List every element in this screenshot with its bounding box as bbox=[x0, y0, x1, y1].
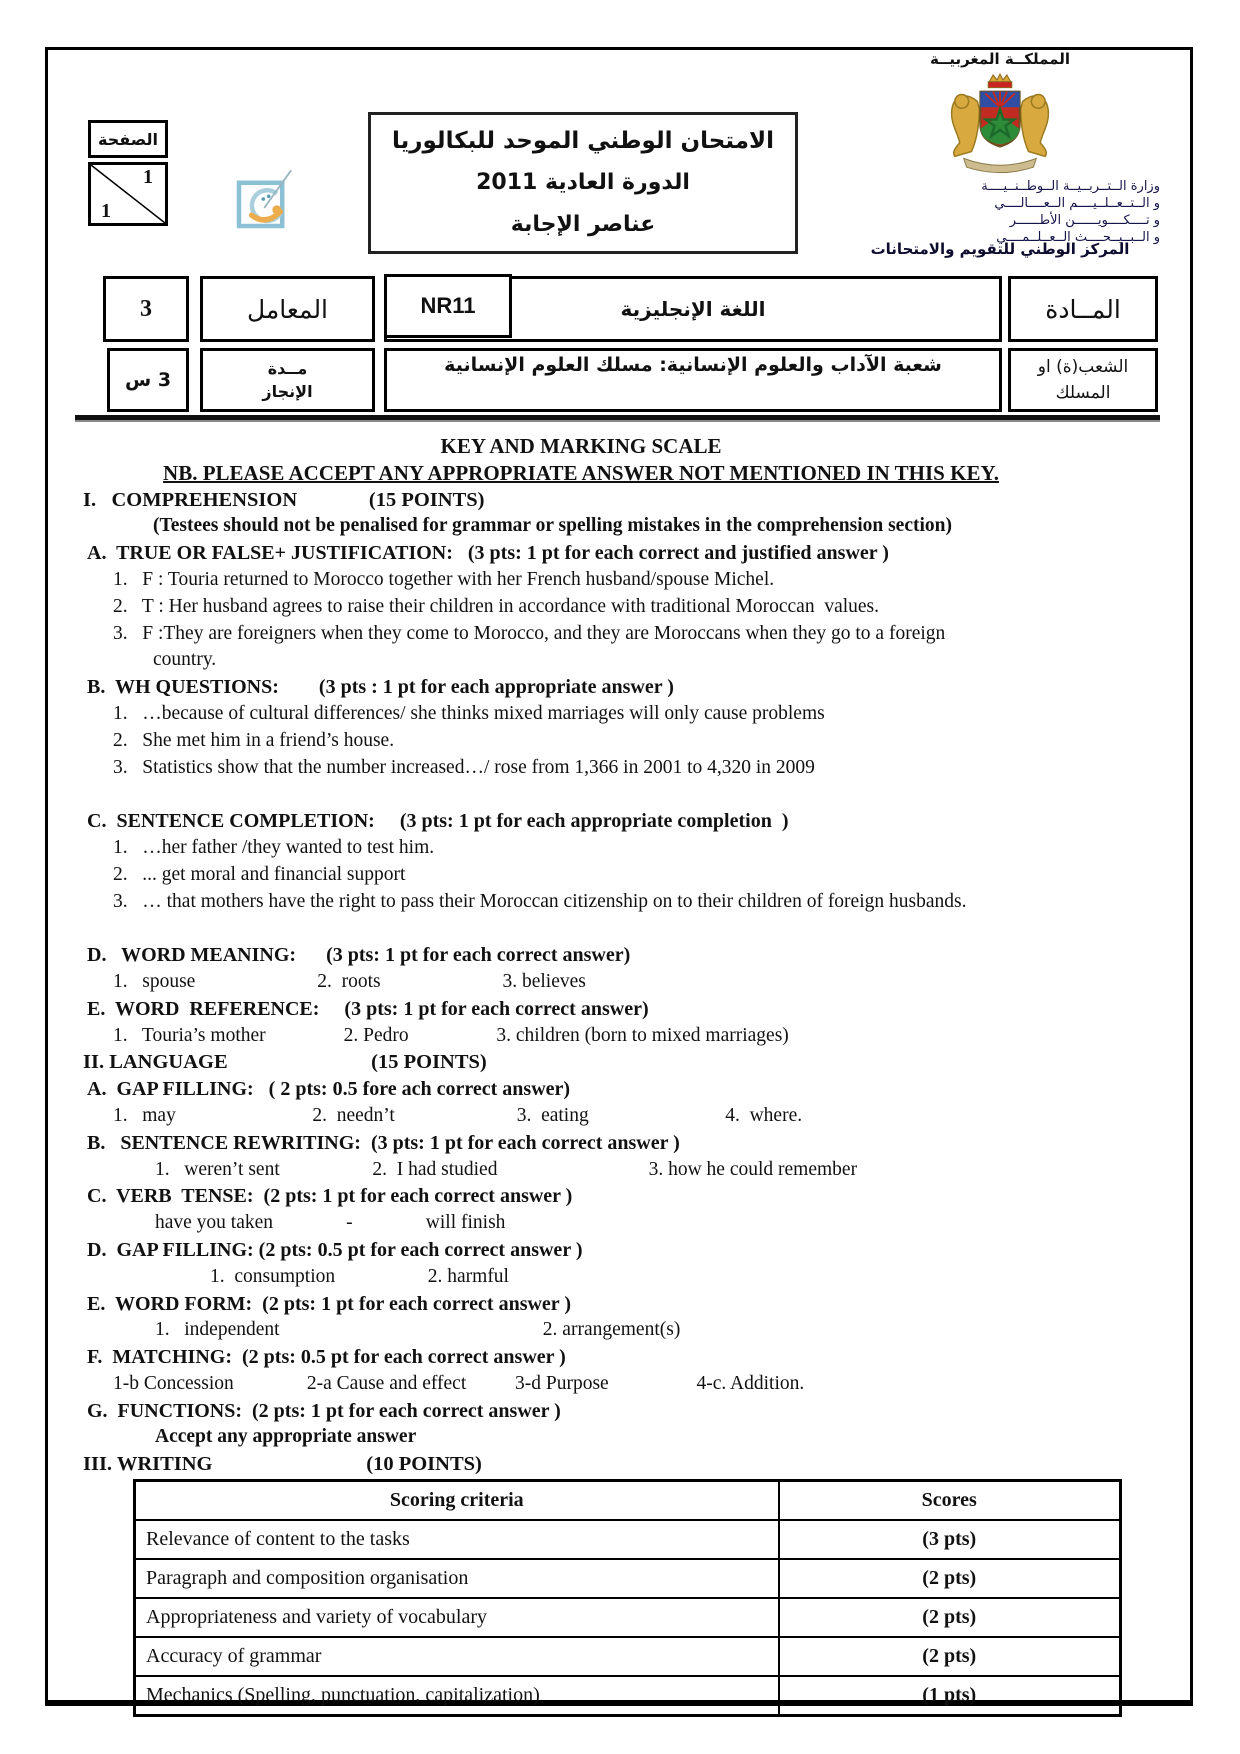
answer-line: 1. Touria’s mother 2. Pedro 3. children (born to mixed marriages) bbox=[113, 1024, 789, 1046]
page-total: 1 bbox=[101, 200, 111, 222]
heading-sentence-rewriting: B. SENTENCE REWRITING: (3 pts: 1 pt for each correct answer ) bbox=[87, 1131, 680, 1154]
answer-key-content bbox=[75, 433, 1167, 1478]
criteria-cell: Relevance of content to the tasks bbox=[135, 1520, 779, 1559]
answer-line: 1. …because of cultural differences/ she thinks mixed marriages will only cause problems bbox=[113, 702, 825, 724]
section-writing: III. WRITING (10 POINTS) bbox=[83, 1453, 482, 1476]
answer-line: 1-b Concession 2-a Cause and effect 3-d Purpose 4-c. Addition. bbox=[113, 1372, 805, 1394]
col-header-criteria: Scoring criteria bbox=[135, 1481, 779, 1521]
blank-line bbox=[75, 915, 1167, 942]
criteria-cell: Mechanics (Spelling, punctuation, capitalization) bbox=[135, 1676, 779, 1716]
answer-line: 2. She met him in a friend’s house. bbox=[113, 729, 395, 751]
heading-sentence-completion: C. SENTENCE COMPLETION: (3 pts: 1 pt for each appropriate completion ) bbox=[87, 810, 789, 833]
criteria-cell: Accuracy of grammar bbox=[135, 1637, 779, 1676]
duration-label-line2: الإنجاز bbox=[262, 382, 313, 401]
morocco-coat-of-arms-icon bbox=[925, 70, 1075, 178]
heading-word-form: E. WORD FORM: (2 pts: 1 pt for each correct answer ) bbox=[87, 1292, 571, 1315]
scoring-table bbox=[133, 1479, 1122, 1717]
heading-wh-questions: B. WH QUESTIONS: (3 pts : 1 pt for each appropriate answer ) bbox=[87, 676, 674, 699]
heading-functions: G. FUNCTIONS: (2 pts: 1 pt for each correct answer ) bbox=[87, 1399, 561, 1422]
exam-title-line2: الدورة العادية 2011 bbox=[476, 170, 690, 195]
answer-line: 3. F :They are foreigners when they come to Morocco, and they are Moroccans when they go to a foreign bbox=[113, 622, 946, 644]
ribbon bbox=[964, 158, 1037, 172]
header-divider bbox=[75, 415, 1160, 422]
score-cell: (2 pts) bbox=[779, 1598, 1121, 1637]
subject-label: المــادة bbox=[1008, 276, 1158, 342]
evaluation-center-name: المركز الوطني للتقويم والامتحانات bbox=[870, 240, 1130, 258]
stream-label bbox=[1008, 348, 1158, 412]
answer-line: 2. ... get moral and financial support bbox=[113, 863, 406, 885]
evaluation-center-logo-icon bbox=[230, 163, 302, 235]
exam-title-box bbox=[368, 112, 798, 254]
heading-word-meaning: D. WORD MEANING: (3 pts: 1 pt for each correct answer) bbox=[87, 944, 631, 967]
answer-line: 3. … that mothers have the right to pass their Moroccan citizenship on to their children of foreign husbands. bbox=[113, 890, 967, 912]
table-row bbox=[135, 1598, 1121, 1637]
stream-label-line1: الشعب(ة) او bbox=[1037, 357, 1129, 377]
answer-line: 1. F : Touria returned to Morocco together with her French husband/spouse Michel. bbox=[113, 568, 775, 590]
answer-line: 1. weren’t sent 2. I had studied 3. how he could remember bbox=[155, 1158, 858, 1180]
duration-label bbox=[200, 348, 375, 412]
subject-cell bbox=[384, 276, 1002, 342]
table-row bbox=[135, 1637, 1121, 1676]
table-header-row bbox=[135, 1481, 1121, 1521]
shield bbox=[980, 92, 1019, 147]
answer-line: 2. T : Her husband agrees to raise their children in accordance with traditional Moroccan values. bbox=[113, 595, 880, 617]
exam-title-line1: الامتحان الوطني الموحد للبكالوريا bbox=[392, 128, 774, 154]
answer-line: 1. independent 2. arrangement(s) bbox=[155, 1319, 681, 1341]
heading-true-false: A. TRUE OR FALSE+ JUSTIFICATION: (3 pts: 1 pt for each correct and justified answer ) bbox=[87, 542, 889, 565]
heading-verb-tense: C. VERB TENSE: (2 pts: 1 pt for each correct answer ) bbox=[87, 1185, 573, 1208]
heading-gap-filling-1: A. GAP FILLING: ( 2 pts: 0.5 fore ach correct answer) bbox=[87, 1078, 571, 1101]
writing-scoring-table bbox=[133, 1479, 1119, 1717]
subject-value: اللغة الإنجليزية bbox=[620, 297, 766, 321]
ministry-line-1: وزارة الــتــربــيــة الــوطــنــيــــة bbox=[981, 179, 1160, 194]
exam-code: NR11 bbox=[384, 274, 512, 338]
comprehension-note: (Testees should not be penalised for grammar or spelling mistakes in the comprehension section) bbox=[153, 515, 952, 537]
page-label: الصفحة bbox=[98, 129, 159, 149]
coefficient-value: 3 bbox=[103, 276, 189, 342]
answer-line: 1. spouse 2. roots 3. believes bbox=[113, 970, 586, 992]
ministry-text bbox=[850, 178, 1160, 246]
ministry-line-4: و الــبــيــحــــث الــعــلــمــــي bbox=[996, 230, 1160, 245]
stream-value: شعبة الآداب والعلوم الإنسانية: مسلك العلوم الإنسانية bbox=[384, 348, 1002, 412]
col-header-scores: Scores bbox=[779, 1481, 1121, 1521]
kingdom-title: المملكــة المغربيــة bbox=[929, 50, 1071, 68]
table-row bbox=[135, 1520, 1121, 1559]
duration-value: 3 س bbox=[107, 348, 189, 412]
ministry-line-3: و تــــكــــويــــــن الأطــــــر bbox=[1009, 213, 1160, 228]
answer-line: 1. …her father /they wanted to test him. bbox=[113, 836, 435, 858]
page-label-box bbox=[88, 120, 168, 158]
criteria-cell: Paragraph and composition organisation bbox=[135, 1559, 779, 1598]
answer-line: have you taken - will finish bbox=[155, 1212, 506, 1234]
key-title: KEY AND MARKING SCALE bbox=[440, 434, 722, 458]
stream-label-line2: المسلك bbox=[1055, 383, 1111, 403]
right-lion bbox=[1021, 95, 1049, 157]
score-cell: (2 pts) bbox=[779, 1637, 1121, 1676]
score-cell: (1 pts) bbox=[779, 1676, 1121, 1716]
blank-line bbox=[75, 781, 1167, 808]
duration-label-line1: مــدة bbox=[267, 359, 308, 378]
heading-gap-filling-2: D. GAP FILLING: (2 pts: 0.5 pt for each correct answer ) bbox=[87, 1238, 583, 1261]
answer-line: 1. may 2. needn’t 3. eating 4. where. bbox=[113, 1104, 803, 1126]
score-cell: (3 pts) bbox=[779, 1520, 1121, 1559]
crown bbox=[988, 74, 1012, 88]
page-number-box bbox=[88, 162, 168, 226]
answer-line: 3. Statistics show that the number increased…/ rose from 1,366 in 2001 to 4,320 in 2009 bbox=[113, 756, 815, 778]
score-cell: (2 pts) bbox=[779, 1559, 1121, 1598]
page-current: 1 bbox=[143, 166, 153, 188]
answer-line: Accept any appropriate answer bbox=[155, 1426, 417, 1448]
ministry-line-2: و الــتــعــلــيــــم الــعــــالــــي bbox=[994, 196, 1160, 211]
heading-word-reference: E. WORD REFERENCE: (3 pts: 1 pt for each correct answer) bbox=[87, 997, 649, 1020]
table-row bbox=[135, 1559, 1121, 1598]
answer-line: 1. consumption 2. harmful bbox=[210, 1265, 509, 1287]
table-row bbox=[135, 1676, 1121, 1716]
criteria-cell: Appropriateness and variety of vocabulary bbox=[135, 1598, 779, 1637]
section-language: II. LANGUAGE (15 POINTS) bbox=[83, 1051, 487, 1074]
heading-matching: F. MATCHING: (2 pts: 0.5 pt for each correct answer ) bbox=[87, 1346, 566, 1369]
left-lion bbox=[952, 95, 980, 157]
exam-title-line3: عناصر الإجابة bbox=[510, 212, 656, 237]
coefficient-label: المعامل bbox=[200, 276, 375, 342]
answer-line-cont: country. bbox=[153, 649, 217, 671]
nb-notice: NB. PLEASE ACCEPT ANY APPROPRIATE ANSWER NOT MENTIONED IN THIS KEY. bbox=[163, 460, 999, 485]
section-comprehension: I. COMPREHENSION (15 POINTS) bbox=[83, 488, 485, 511]
